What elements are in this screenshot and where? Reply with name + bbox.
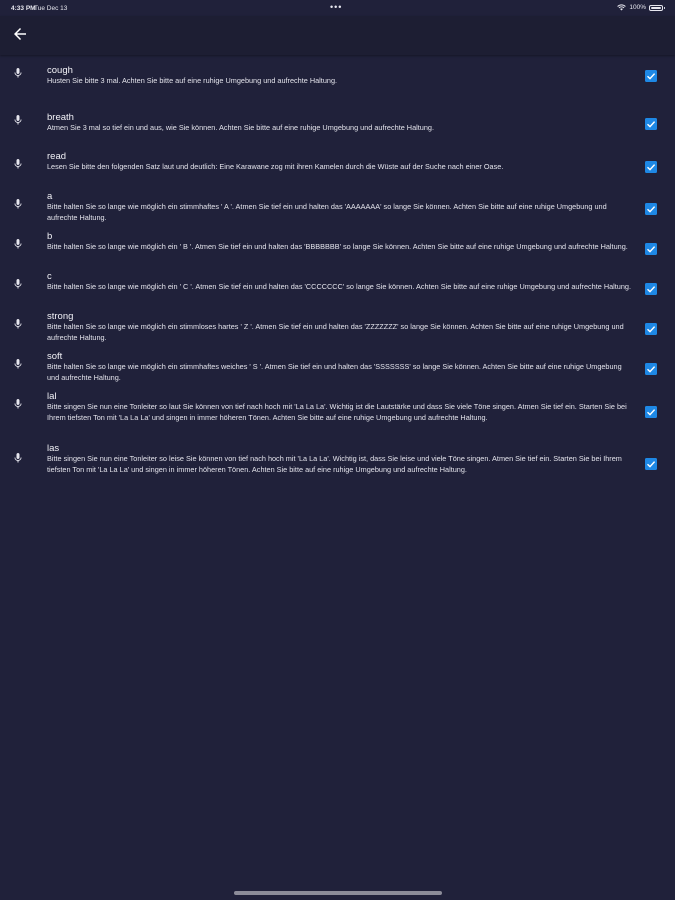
- microphone-icon: [12, 197, 24, 211]
- check-icon: [646, 284, 656, 294]
- check-icon: [646, 204, 656, 214]
- item-description: Bitte halten Sie so lange wie möglich ein stimmhaftes weiches ' S '. Atmen Sie tief ein und halten das 'SSSSSSS' so lange Sie können. Achten Sie bitte auf eine ruhige Umgebung und aufrechte Haltung.: [47, 362, 622, 382]
- status-bar: [0, 0, 675, 16]
- home-indicator[interactable]: [234, 891, 442, 895]
- item-checkbox[interactable]: [645, 406, 657, 418]
- arrow-left-icon[interactable]: [11, 25, 29, 43]
- item-description: Bitte singen Sie nun eine Tonleiter so laut Sie können von tief nach hoch mit 'La La La'. Wichtig ist die Lautstärke und dass Sie viele Töne singen. Atmen Sie tief ein. Starten Sie bei Ihrem tiefsten Ton mit 'La La La' und singen in immer höheren Tönen. Achten Sie bitte auf eine ruhige Umgebung und aufrechte Haltung.: [47, 402, 627, 422]
- item-title: b: [47, 231, 53, 242]
- item-checkbox[interactable]: [645, 70, 657, 82]
- item-description: Lesen Sie bitte den folgenden Satz laut und deutlich: Eine Karawane zog mit ihren Kamelen durch die Wüste auf der Suche nach einer Oase.: [47, 162, 504, 171]
- item-title: las: [47, 443, 60, 454]
- item-description: Bitte halten Sie so lange wie möglich ein stimmloses hartes ' Z '. Atmen Sie tief ein und halten das 'ZZZZZZZ' so lange Sie können. Achten Sie bitte auf eine ruhige Umgebung und aufrechte Haltung.: [47, 322, 624, 342]
- microphone-icon: [12, 357, 24, 371]
- item-checkbox[interactable]: [645, 118, 657, 130]
- microphone-icon: [12, 451, 24, 465]
- microphone-icon: [12, 113, 24, 127]
- item-text: [47, 443, 632, 475]
- app-bar: [0, 16, 675, 55]
- multitasking-dots[interactable]: •••: [330, 2, 343, 12]
- item-text: [47, 271, 632, 293]
- item-title: a: [47, 191, 53, 202]
- item-title: cough: [47, 65, 73, 76]
- item-text: [47, 351, 632, 383]
- microphone-icon: [12, 317, 24, 331]
- item-text: [47, 151, 632, 173]
- microphone-icon: [12, 157, 24, 171]
- check-icon: [646, 119, 656, 129]
- status-date: Tue Dec 13: [34, 5, 68, 12]
- check-icon: [646, 407, 656, 417]
- item-title: c: [47, 271, 52, 282]
- item-title: read: [47, 151, 67, 162]
- item-description: Bitte singen Sie nun eine Tonleiter so leise Sie können von tief nach hoch mit 'La La La'. Wichtig ist, dass Sie leise und viele Töne singen. Atmen Sie tief ein. Starten Sie bei Ihrem tiefsten Ton mit 'La La La' und singen in immer höheren Tönen. Achten Sie bitte auf eine ruhige Umgebung und aufrechte Haltung.: [47, 454, 622, 474]
- item-checkbox[interactable]: [645, 203, 657, 215]
- item-description: Husten Sie bitte 3 mal. Achten Sie bitte auf eine ruhige Umgebung und aufrechte Haltung.: [47, 76, 338, 85]
- battery-icon: [649, 5, 663, 11]
- item-checkbox[interactable]: [645, 243, 657, 255]
- wifi-icon: [617, 4, 626, 11]
- check-icon: [646, 364, 656, 374]
- item-text: [47, 391, 632, 423]
- item-description: Bitte halten Sie so lange wie möglich ein stimmhaftes ' A '. Atmen Sie tief ein und halten das 'AAAAAAA' so lange Sie können. Achten Sie bitte auf eine ruhige Umgebung und aufrechte Haltung.: [47, 202, 607, 222]
- check-icon: [646, 324, 656, 334]
- item-description: Bitte halten Sie so lange wie möglich ein ' B '. Atmen Sie tief ein und halten das 'BBBBBBB' so lange Sie können. Achten Sie bitte auf eine ruhige Umgebung und aufrechte Haltung.: [47, 242, 628, 251]
- item-checkbox[interactable]: [645, 283, 657, 295]
- item-title: lal: [47, 391, 57, 402]
- item-title: breath: [47, 112, 74, 123]
- item-checkbox[interactable]: [645, 161, 657, 173]
- item-title: strong: [47, 311, 74, 322]
- status-right: [617, 4, 663, 11]
- check-icon: [646, 162, 656, 172]
- microphone-icon: [12, 397, 24, 411]
- item-checkbox[interactable]: [645, 363, 657, 375]
- item-title: soft: [47, 351, 63, 362]
- item-text: [47, 231, 632, 253]
- item-description: Bitte halten Sie so lange wie möglich ein ' C '. Atmen Sie tief ein und halten das 'CCCCCCC' so lange Sie können. Achten Sie bitte auf eine ruhige Umgebung und aufrechte Haltung.: [47, 282, 631, 291]
- check-icon: [646, 244, 656, 254]
- item-text: [47, 191, 632, 223]
- item-text: [47, 112, 632, 134]
- microphone-icon: [12, 277, 24, 291]
- item-text: [47, 311, 632, 343]
- microphone-icon: [12, 66, 24, 80]
- item-text: [47, 65, 632, 87]
- microphone-icon: [12, 237, 24, 251]
- item-checkbox[interactable]: [645, 323, 657, 335]
- check-icon: [646, 71, 656, 81]
- status-time: 4:33 PM: [11, 5, 36, 12]
- check-icon: [646, 459, 656, 469]
- item-checkbox[interactable]: [645, 458, 657, 470]
- item-description: Atmen Sie 3 mal so tief ein und aus, wie Sie können. Achten Sie bitte auf eine ruhige Umgebung und aufrechte Haltung.: [47, 123, 434, 132]
- battery-percent: 100%: [629, 4, 646, 11]
